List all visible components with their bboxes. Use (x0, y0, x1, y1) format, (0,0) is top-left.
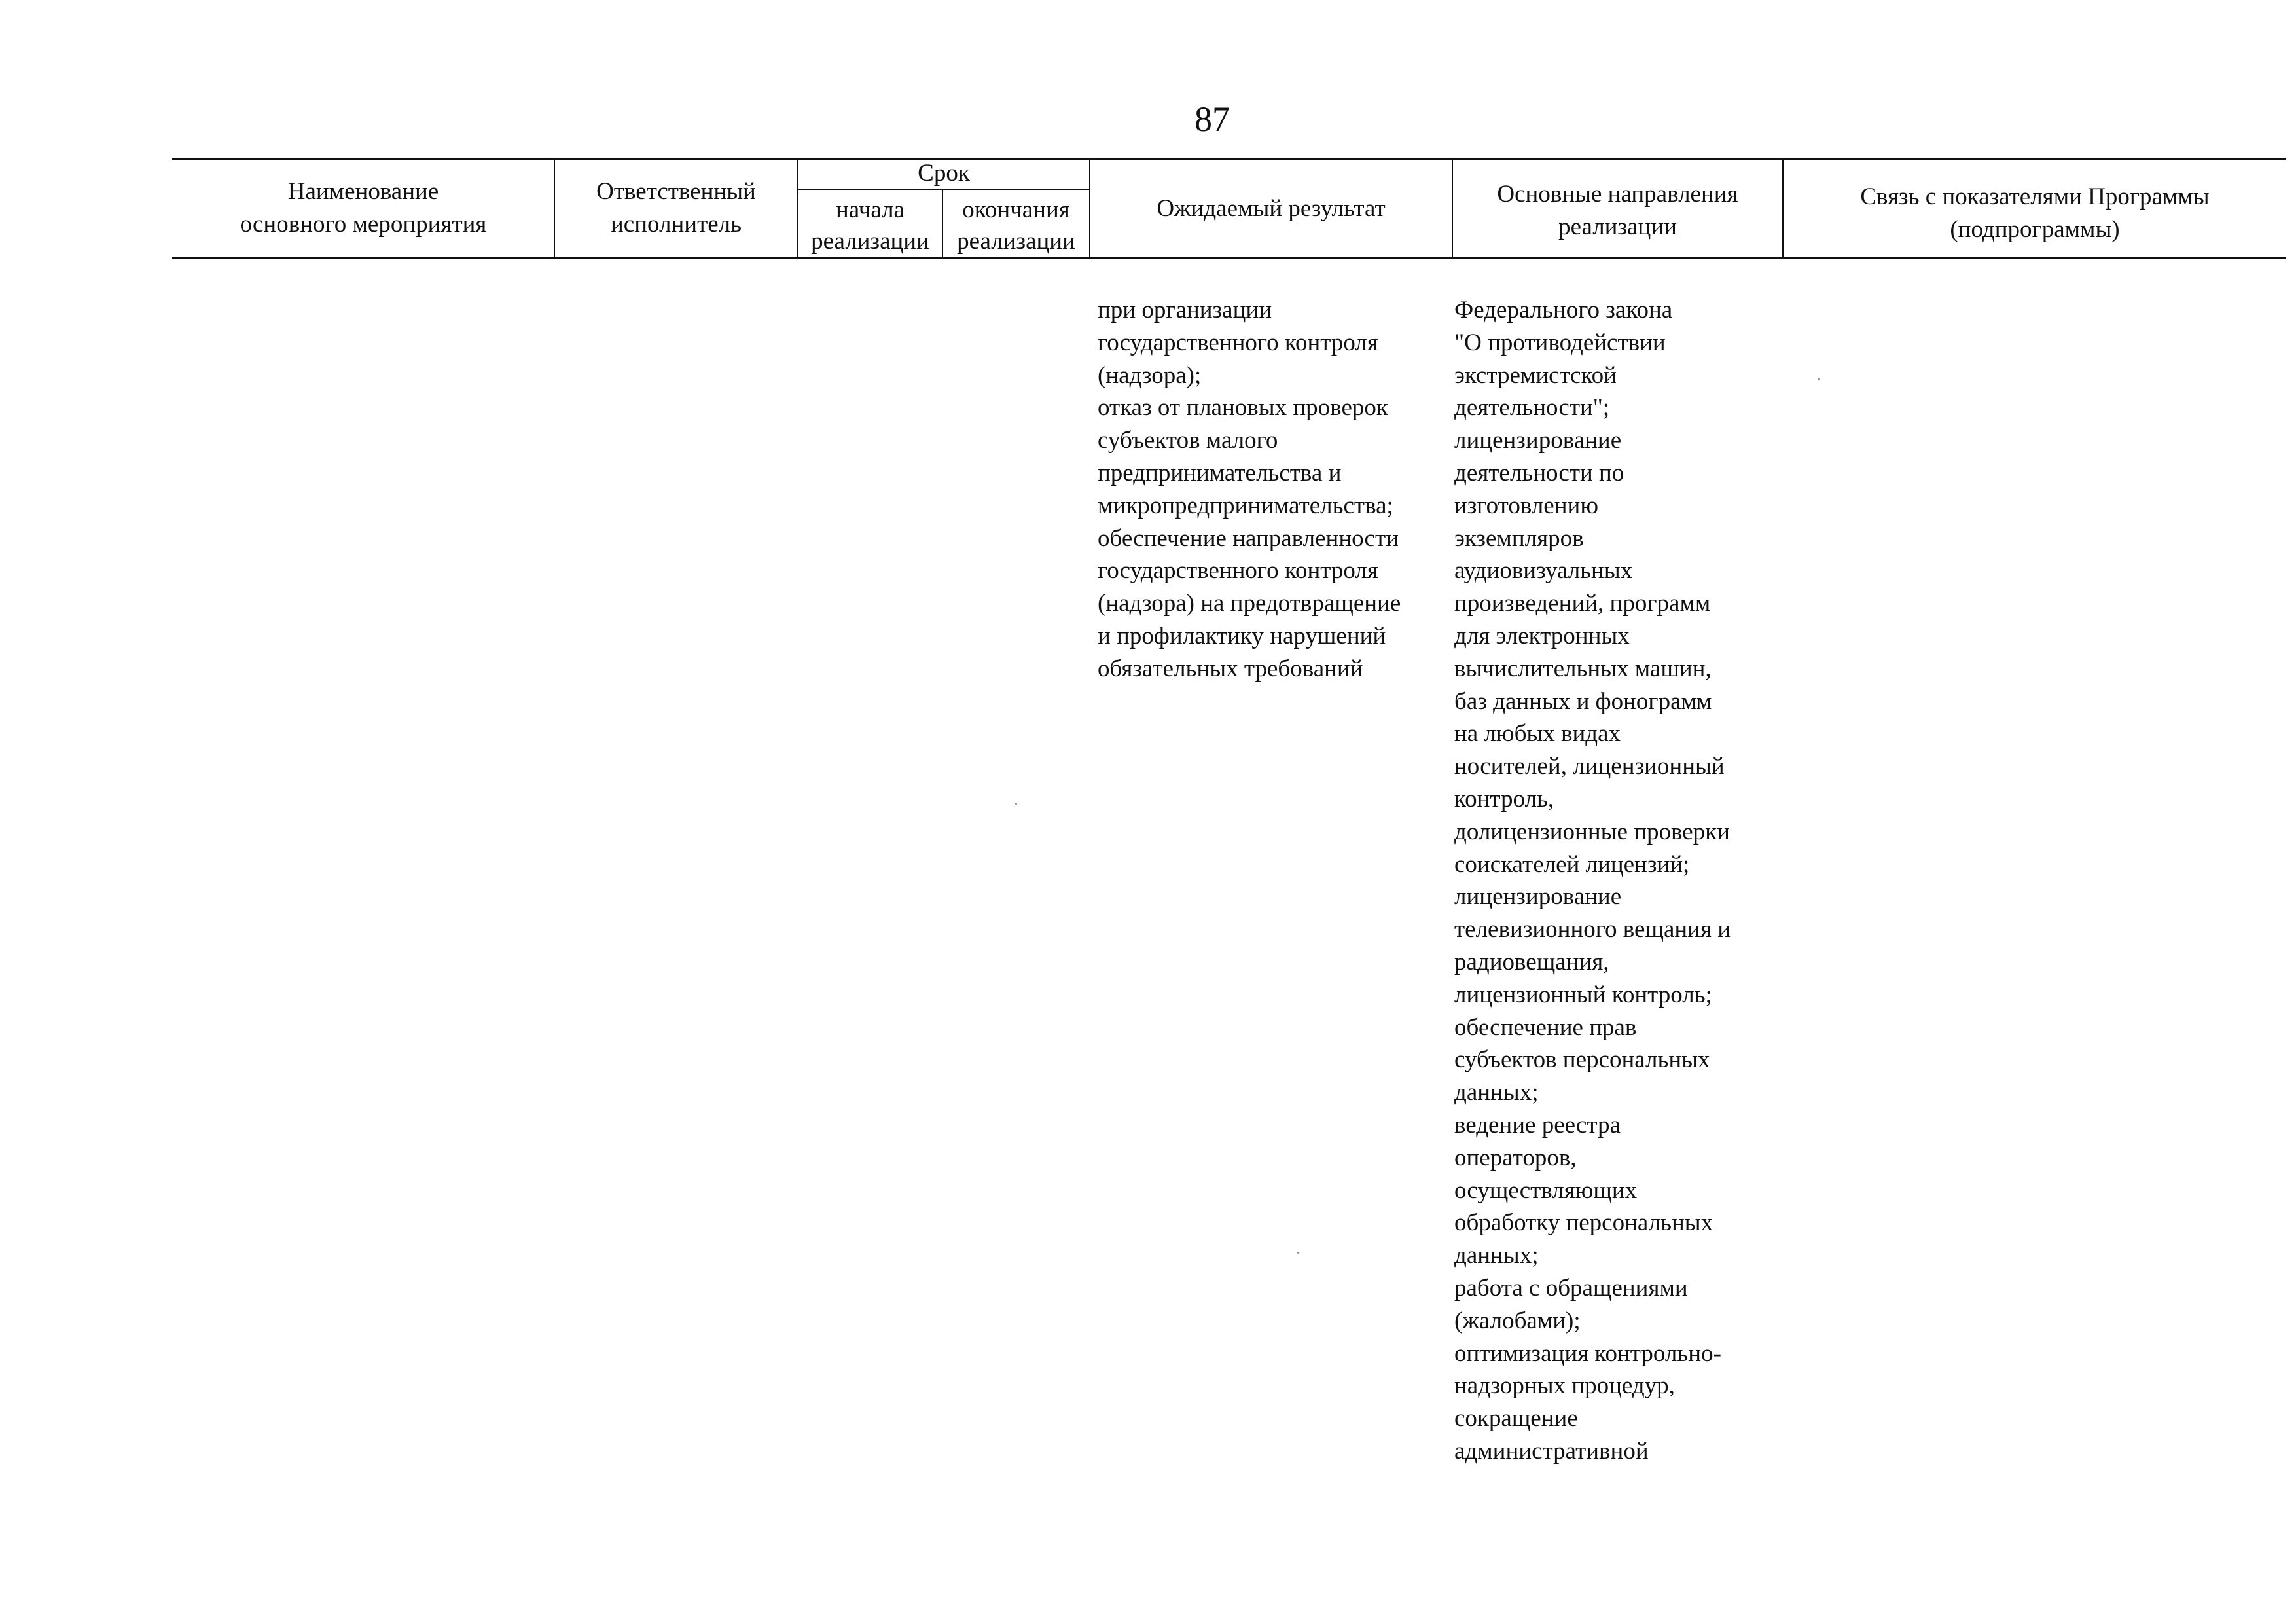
header-term: Срок (918, 160, 970, 187)
cell-directions: Федерального закона "О противодействии экстремистской деятельности"; лицензирование деятельности по изготовлению экземпляров аудиовизуальных произведений, программ для электронных вычислительных машин, баз данных и фонограмм на любых видах носителей, лицензионный контроль, долицензионные проверки соискателей лицензий; лицензирование телевизионного вещания и радиовещания, лицензионный контроль; обеспечение прав субъектов персональных данных; ведение реестра операторов, осуществляющих обработку персональных данных; работа с обращениями (жалобами); оптимизация контрольно- надзорных процедур, сокращение административной (1454, 297, 1731, 1465)
header-bottom-border (172, 257, 2286, 259)
header-term-start: начала реализации (811, 196, 929, 255)
scan-speck (1015, 803, 1017, 805)
cell-result: при организации государственного контроля (надзора); отказ от плановых проверок субъектов малого предпринимательства и микропредпринимательства; обеспечение направленности государственного контроля (надзора) на предотвращение и профилактику нарушений обязательных требований (1098, 297, 1401, 682)
header-executor: Ответственный исполнитель (596, 178, 756, 238)
scan-speck (1297, 1252, 1299, 1254)
page-number: 87 (1194, 100, 1230, 139)
header-indicators: Связь с показателями Программы (подпрограммы) (1860, 183, 2210, 243)
header-term-end: окончания реализации (957, 196, 1075, 255)
term-subheader-divider (797, 189, 1090, 190)
header-name: Наименование основного мероприятия (240, 178, 487, 238)
scan-speck (1818, 378, 1820, 380)
header-top-border (172, 158, 2286, 160)
header-directions: Основные направления реализации (1497, 181, 1738, 240)
header-result: Ожидаемый результат (1157, 195, 1386, 222)
